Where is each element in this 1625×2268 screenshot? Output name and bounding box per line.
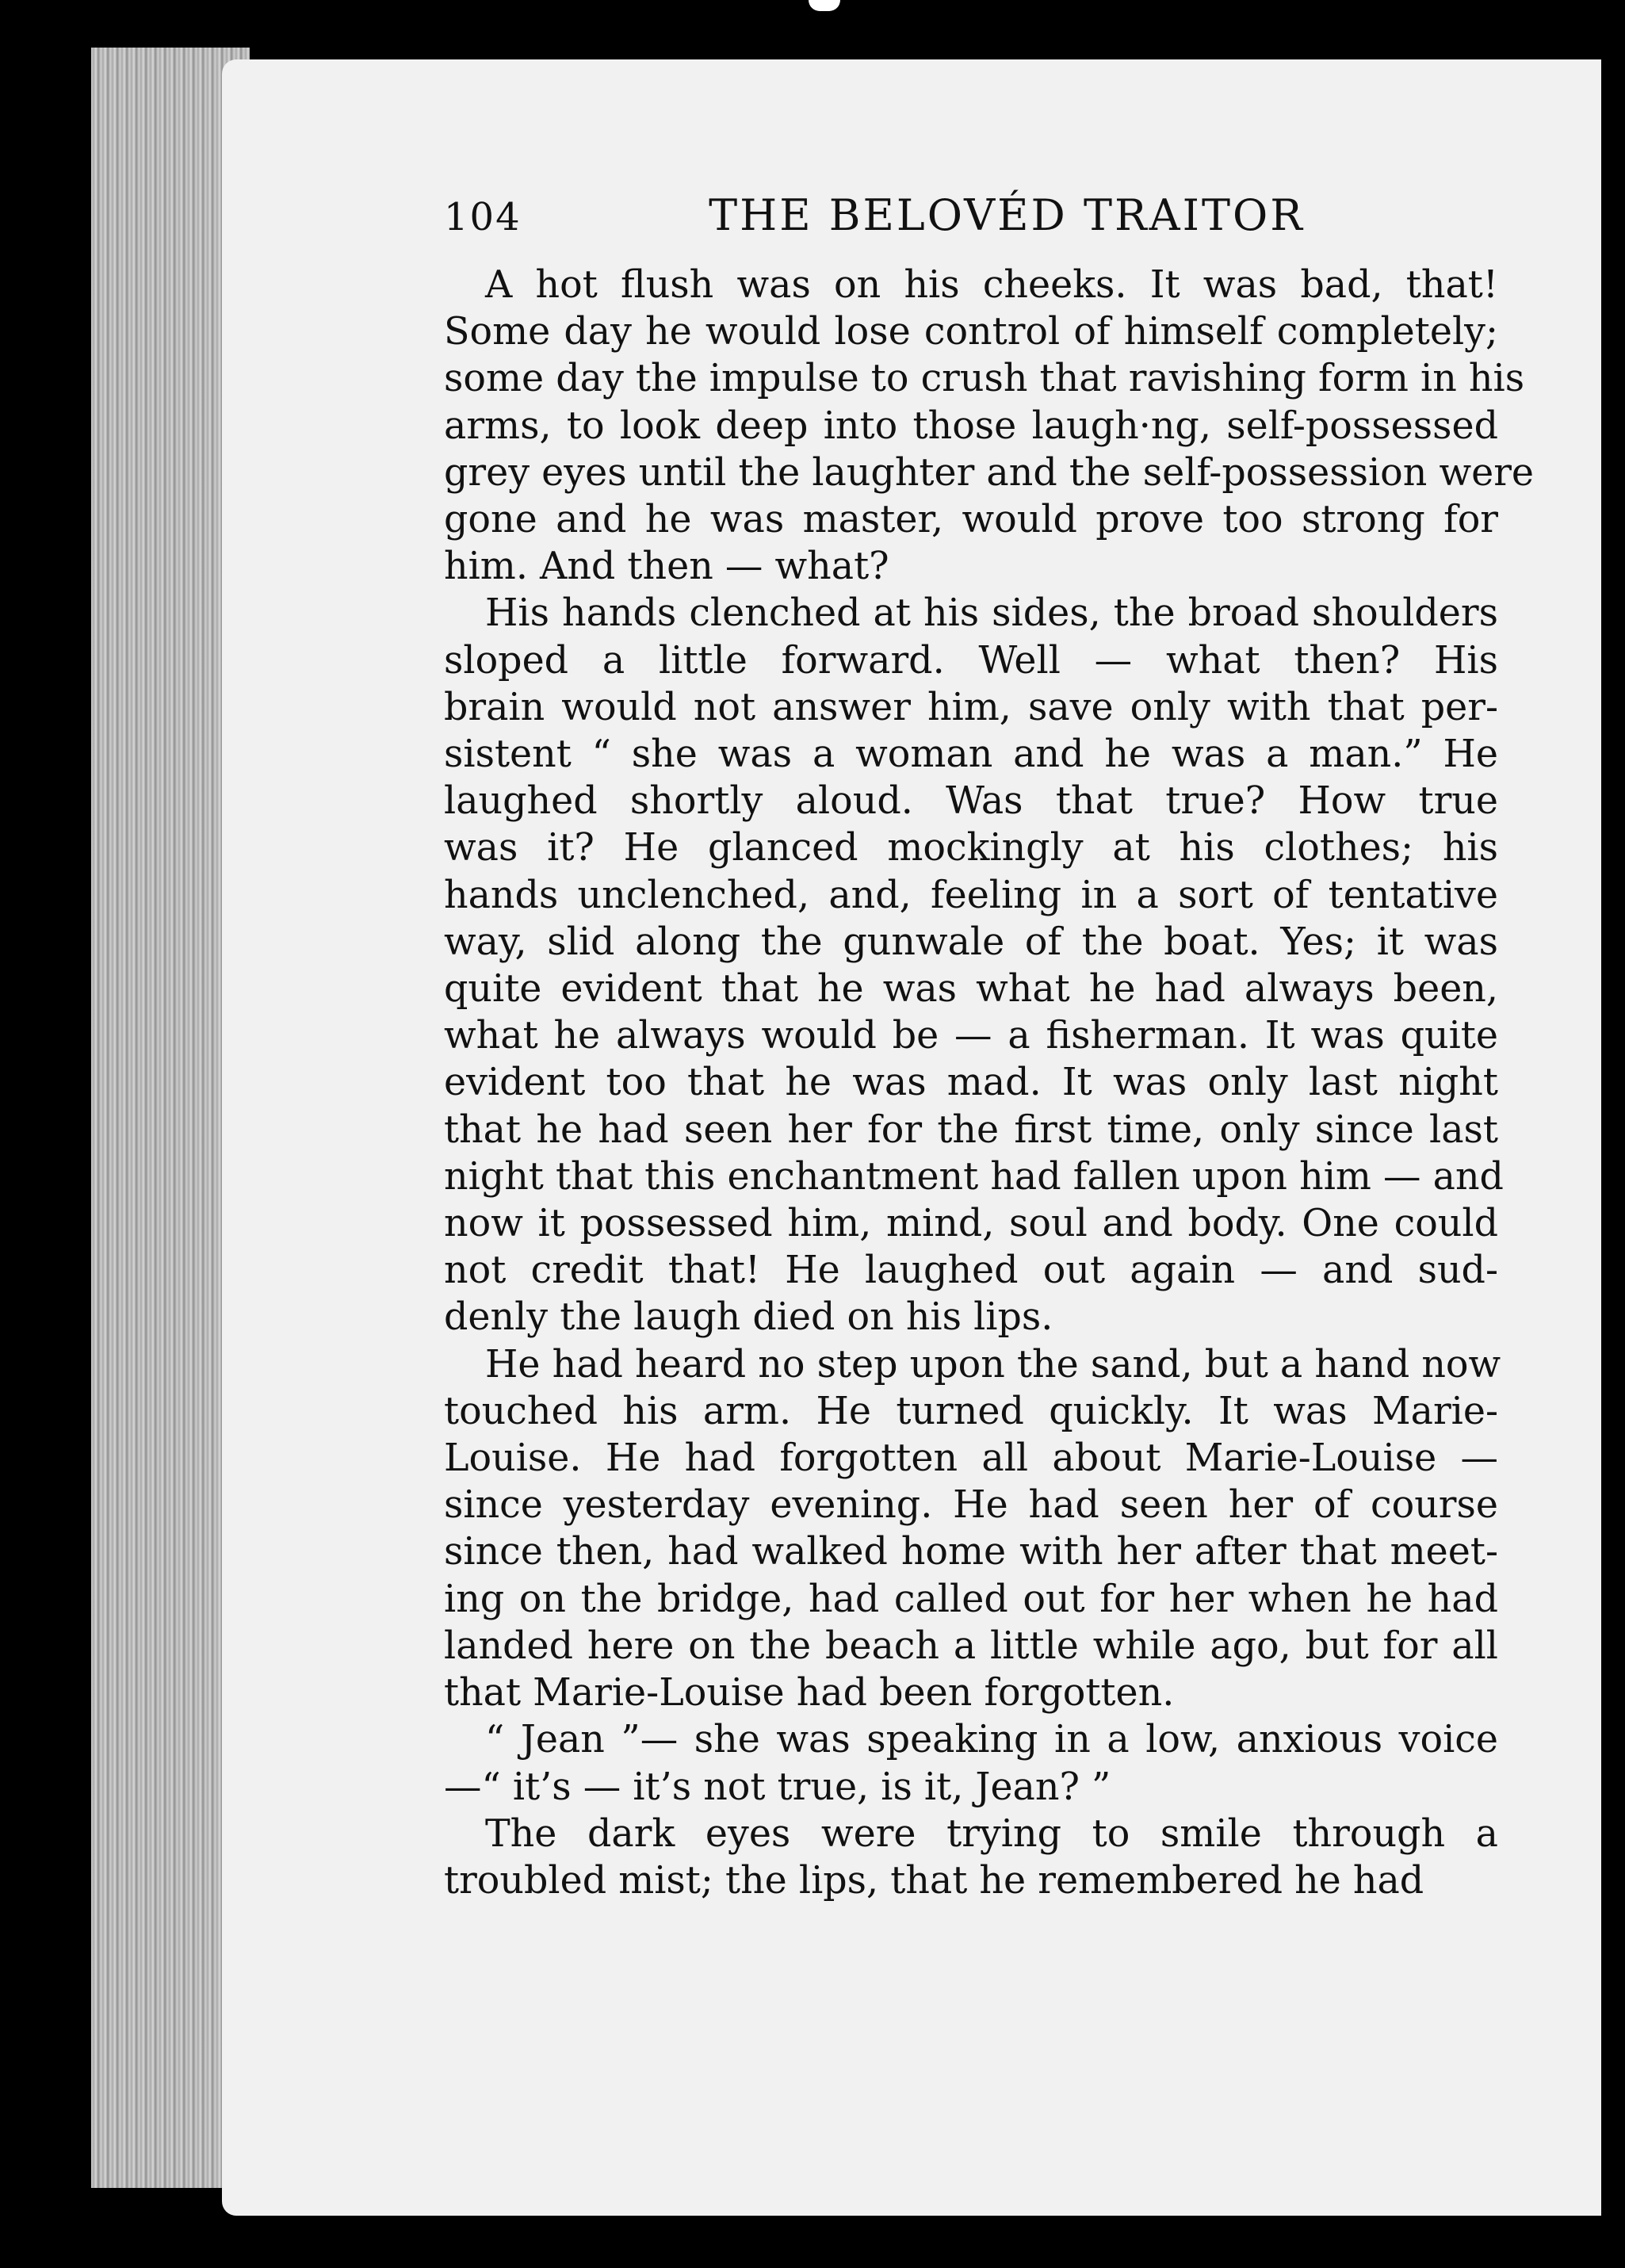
- text-line: Some day he would lose control of himself completely;: [444, 310, 1498, 354]
- text-line: some day the impulse to crush that ravishing form in his: [444, 357, 1525, 401]
- paragraph: [444, 1341, 1501, 1717]
- text-line: quite evident that he was what he had always been,: [444, 967, 1498, 1012]
- text-line: ing on the bridge, had called out for her when he had: [444, 1577, 1498, 1621]
- text-line: His hands clenched at his sides, the broad shoulders: [485, 591, 1498, 636]
- text-line: brain would not answer him, save only with that per-: [444, 685, 1498, 729]
- paragraph: [444, 1811, 1498, 1904]
- text-line: A hot flush was on his cheeks. It was bad, that!: [485, 263, 1498, 307]
- text-line: now it possessed him, mind, soul and body. One could: [444, 1202, 1498, 1246]
- text-line: arms, to look deep into those laugh·ng, self-possessed: [444, 403, 1498, 448]
- text-line: hands unclenched, and, feeling in a sort of tentative: [444, 873, 1498, 917]
- paragraph: [444, 590, 1504, 1341]
- text-line: troubled mist; the lips, that he remembered he had: [444, 1858, 1424, 1903]
- paragraph: [444, 262, 1535, 590]
- text-line: evident too that he was mad. It was only last night: [444, 1061, 1498, 1105]
- page-text-block: [444, 190, 1535, 1904]
- text-line: landed here on the beach a little while ago, but for all: [444, 1624, 1498, 1668]
- text-line: since then, had walked home with her after that meet-: [444, 1530, 1498, 1574]
- text-line: since yesterday evening. He had seen her of course: [444, 1483, 1498, 1528]
- text-line: was it? He glanced mockingly at his clothes; his: [444, 826, 1498, 870]
- text-line: He had heard no step upon the sand, but a hand now: [485, 1342, 1501, 1386]
- text-line: “ Jean ”— she was speaking in a low, anxious voice: [485, 1718, 1498, 1762]
- text-line: The dark eyes were trying to smile through a: [485, 1811, 1498, 1856]
- text-line: what he always would be — a fisherman. It was quite: [444, 1014, 1498, 1058]
- text-line: not credit that! He laughed out again — and sud-: [444, 1249, 1498, 1293]
- text-line: that he had seen her for the first time, only since last: [444, 1107, 1498, 1152]
- scan-mark: [809, 0, 840, 11]
- paragraph: [444, 1716, 1498, 1810]
- text-line: —“ it’s — it’s not true, is it, Jean? ”: [444, 1765, 1111, 1809]
- text-line: him. And then — what?: [444, 545, 889, 589]
- text-line: grey eyes until the laughter and the self-possession were: [444, 450, 1535, 495]
- page-header: [444, 190, 1498, 254]
- text-line: denly the laugh died on his lips.: [444, 1295, 1053, 1340]
- text-line: that Marie-Louise had been forgotten.: [444, 1671, 1175, 1715]
- text-line: gone and he was master, would prove too strong for: [444, 498, 1498, 542]
- running-title: THE BELOVÉD TRAITOR: [709, 190, 1305, 240]
- text-line: sloped a little forward. Well — what then? His: [444, 638, 1498, 683]
- text-line: sistent “ she was a woman and he was a man.” He: [444, 732, 1498, 777]
- text-line: night that this enchantment had fallen upon him — and: [444, 1154, 1504, 1199]
- right-border: [1609, 0, 1625, 2268]
- text-line: laughed shortly aloud. Was that true? How true: [444, 779, 1498, 824]
- page-number: 104: [444, 195, 522, 239]
- body-text: [444, 262, 1535, 1904]
- text-line: touched his arm. He turned quickly. It was Marie-: [444, 1389, 1498, 1433]
- text-line: way, slid along the gunwale of the boat. Yes; it was: [444, 920, 1498, 964]
- text-line: Louise. He had forgotten all about Marie-Louise —: [444, 1436, 1498, 1481]
